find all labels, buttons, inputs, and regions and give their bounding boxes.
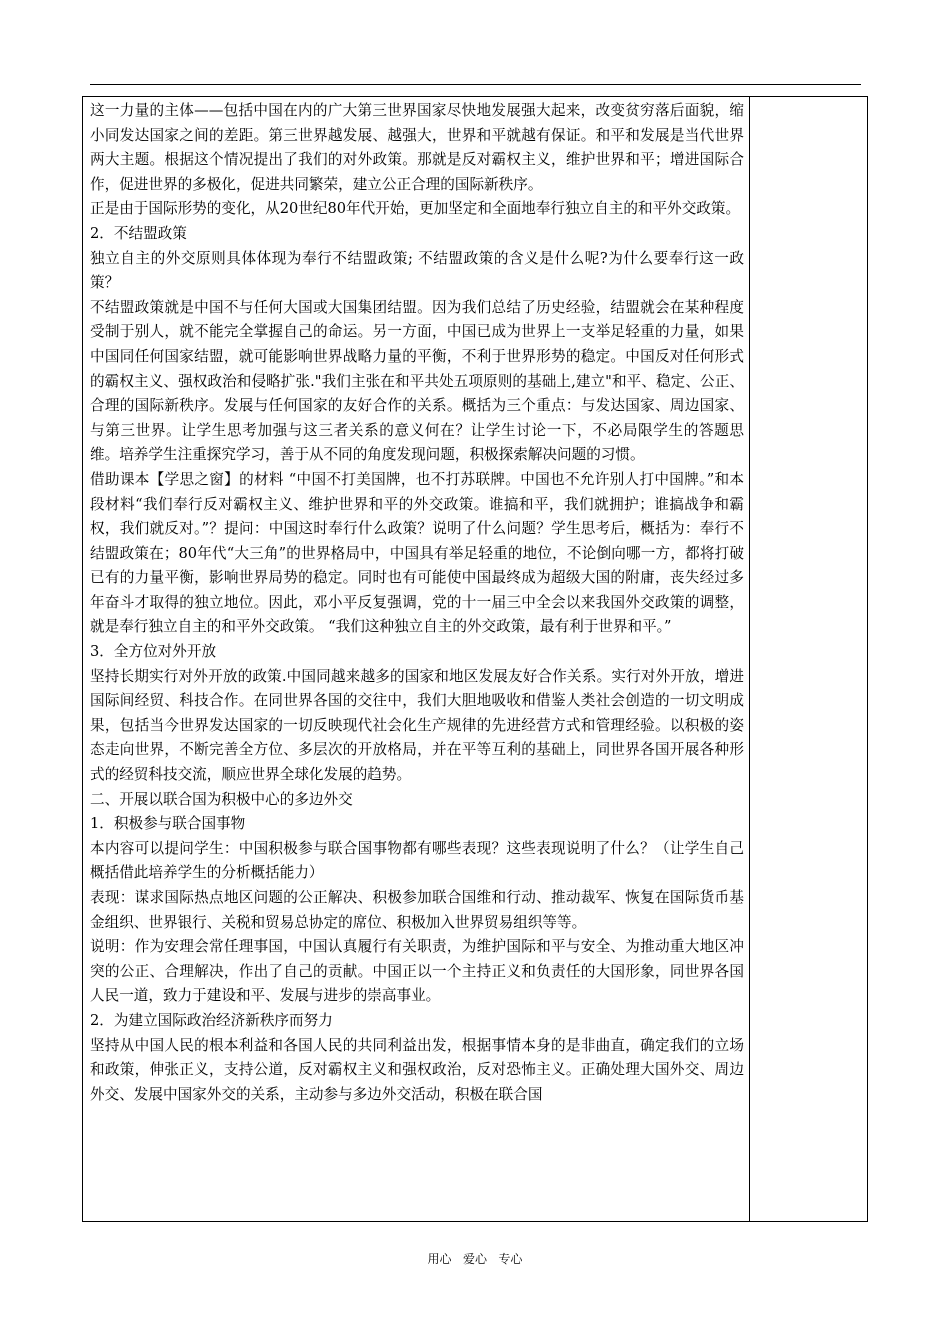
section-heading: 二、开展以联合国为积极中心的多边外交 (90, 790, 353, 808)
paragraph: 正是由于国际形势的变化，从20世纪80年代开始，更加坚定和全面地奉行独立自主的和平外交政策。 (90, 200, 741, 218)
paragraph: 坚持长期实行对外开放的政策.中国同越来越多的国家和地区发展友好合作关系。实行对外开放，增进国际间经贸、科技合作。在同世界各国的交往中，我们大胆地吸收和借鉴人类社会创造的一切文明成果，包括当今世界发达国家的一切反映现代社会化生产规律的先进经营方式和管理经验。以积极的姿态走向世界，不断完善全方位、多层次的开放格局，并在平等互利的基础上，同世界各国开展各种形式的经贸科技交流，顺应世界全球化发展的趋势。 (90, 667, 744, 784)
section-heading: 1．积极参与联合国事物 (90, 815, 246, 833)
paragraph: 独立自主的外交原则具体体现为奉行不结盟政策; 不结盟政策的含义是什么呢?为什么要奉行这一政策？ (90, 249, 744, 292)
section-heading: 2．为建立国际政治经济新秩序而努力 (90, 1011, 333, 1029)
paragraph: 说明：作为安理会常任理事国，中国认真履行有关职责，为维护国际和平与安全、为推动重大地区冲突的公正、合理解决，作出了自己的贡献。中国正以一个主持正义和负责任的大国形象，同世界各国人民一道，致力于建设和平、发展与进步的崇高事业。 (90, 938, 744, 1005)
paragraph: 这一力量的主体——包括中国在内的广大第三世界国家尽快地发展强大起来，改变贫穷落后面貌，缩小同发达国家之间的差距。第三世界越发展、越强大，世界和平就越有保证。和平和发展是当代世界两大主题。根据这个情况提出了我们的对外政策。那就是反对霸权主义，维护世界和平；增进国际合作，促进世界的多极化，促进共同繁荣，建立公正合理的国际新秩序。 (90, 102, 744, 193)
paragraph: 表现：谋求国际热点地区问题的公正解决、积极参加联合国维和行动、推动裁军、恢复在国际货币基金组织、世界银行、关税和贸易总协定的席位、积极加入世界贸易组织等等。 (90, 889, 744, 931)
paragraph: 借助课本【学思之窗】的材料 “中国不打美国牌，也不打苏联牌。中国也不允许别人打中国牌。”和本段材料“我们奉行反对霸权主义、维护世界和平的外交政策。谁搞和平，我们就拥护；谁搞战争和霸权，我们就反对。”？提问：中国这时奉行什么政策？说明了什么问题？学生思考后，概括为：奉行不结盟政策在；80年代“大三角”的世界格局中，中国具有举足轻重的地位，不论倒向哪一方，都将打破已有的力量平衡，影响世界局势的稳定。同时也有可能使中国最终成为超级大国的附庸，丧失经过多年奋斗才取得的独立地位。因此，邓小平反复强调，党的十一届三中全会以来我国外交政策的调整，就是奉行独立自主的和平外交政策。 “我们这种独立自主的外交政策，最有利于世界和平。” (90, 470, 744, 636)
main-content-cell (83, 97, 750, 1221)
paragraph: 不结盟政策就是中国不与任何大国或大国集团结盟。因为我们总结了历史经验，结盟就会在某种程度受制于别人，就不能完全掌握自己的命运。另一方面，中国已成为世界上一支举足轻重的力量，如果中国同任何国家结盟，就可能影响世界战略力量的平衡，不利于世界形势的稳定。中国反对任何形式的霸权主义、强权政治和侵略扩张."我们主张在和平共处五项原则的基础上,建立"和平、稳定、公正、合理的国际新秩序。发展与任何国家的友好合作的关系。概括为三个重点：与发达国家、周边国家、与第三世界。让学生思考加强与这三者关系的意义何在？让学生讨论一下，不必局限学生的答题思维。培养学生注重探究学习，善于从不同的角度发现问题，积极探索解决问题的习惯。 (90, 298, 744, 464)
section-heading: 2．不结盟政策 (90, 224, 187, 242)
paragraph: 本内容可以提问学生：中国积极参与联合国事物都有哪些表现？这些表现说明了什么？（让学生自己概括借此培养学生的分析概括能力） (90, 839, 744, 882)
page-footer: 用心 爱心 专心 (427, 1252, 523, 1266)
notes-cell (750, 97, 867, 1221)
content-table (82, 96, 868, 1222)
paragraph: 坚持从中国人民的根本利益和各国人民的共同利益出发，根据事情本身的是非曲直，确定我们的立场和政策，伸张正义，支持公道，反对霸权主义和强权政治，反对恐怖主义。正确处理大国外交、周边外交、发展中国家外交的关系，主动参与多边外交活动，积极在联合国 (90, 1036, 744, 1103)
header-rule (90, 84, 861, 85)
section-heading: 3．全方位对外开放 (90, 643, 217, 661)
